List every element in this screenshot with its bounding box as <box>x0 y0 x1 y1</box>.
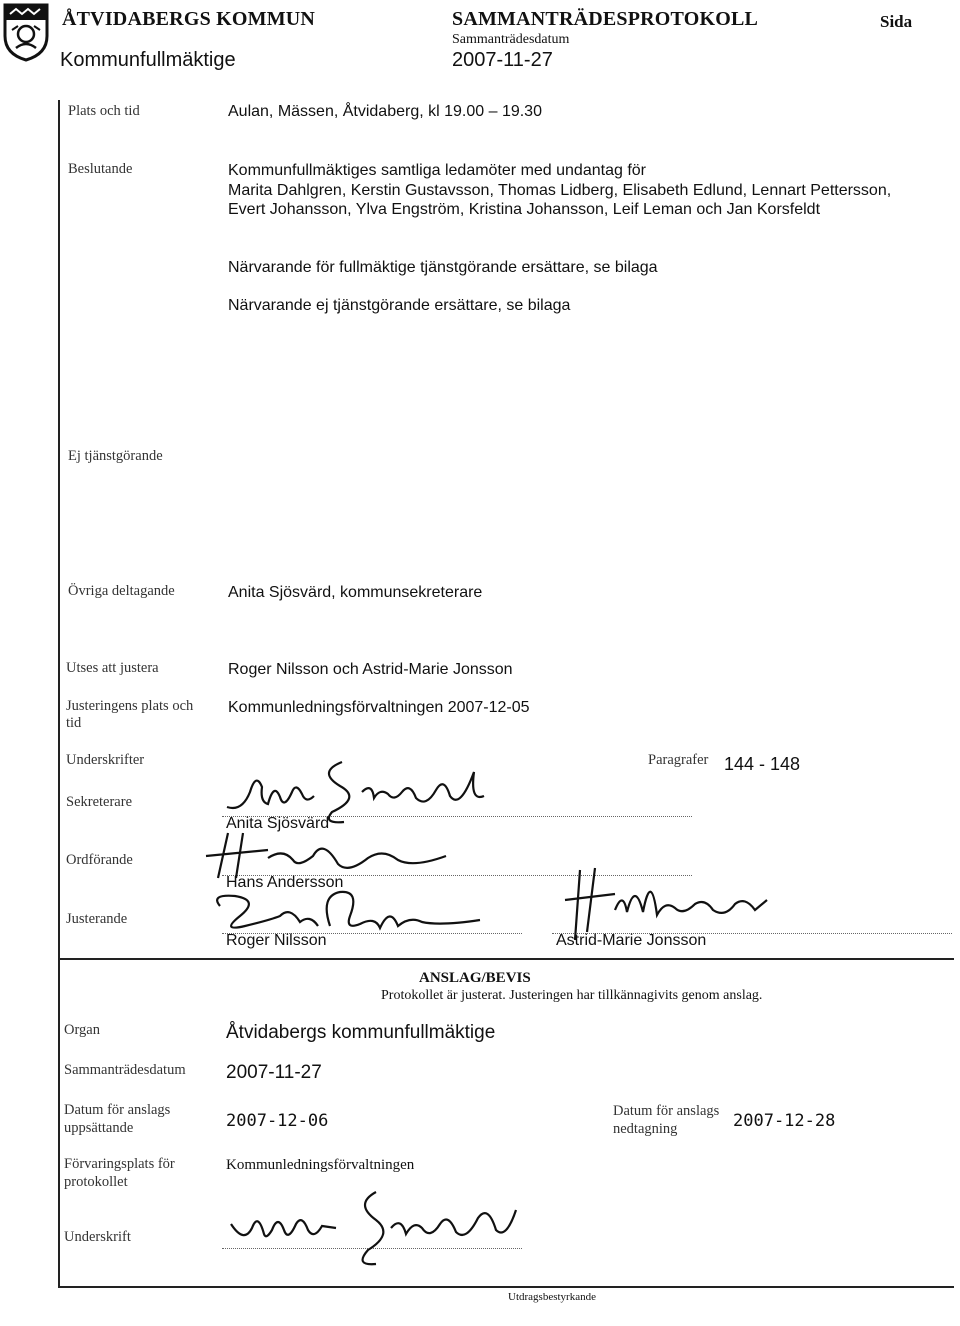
page-label: Sida <box>880 12 913 31</box>
removed-date-value: 2007-12-28 <box>733 1111 836 1131</box>
posted-date-label-2: uppsättande <box>64 1120 134 1136</box>
posted-date-value: 2007-12-06 <box>226 1111 329 1131</box>
present-nonserving-substitutes: Närvarande ej tjänstgörande ersättare, se bilaga <box>228 297 571 314</box>
place-label: Plats och tid <box>68 103 140 119</box>
secretary-handwritten-signature <box>222 752 512 827</box>
form-left-border <box>58 100 60 1288</box>
deciding-line-2: Marita Dahlgren, Kerstin Gustavsson, Thomas Lidberg, Elisabeth Edlund, Lennart Pettersson, <box>228 182 892 199</box>
present-serving-substitutes: Närvarande för fullmäktige tjänstgörande ersättare, se bilaga <box>228 259 658 276</box>
meeting-date-notice-label: Sammanträdesdatum <box>64 1062 186 1078</box>
meeting-date: 2007-11-27 <box>452 49 553 71</box>
signature-label: Underskrift <box>64 1229 131 1245</box>
deciding-line-3: Evert Johansson, Ylva Engström, Kristina Johansson, Leif Leman och Jan Korsfeldt <box>228 201 821 218</box>
extract-certification-label: Utdragsbestyrkande <box>508 1291 596 1303</box>
notice-separator <box>58 958 954 960</box>
others-label: Övriga deltagande <box>68 583 175 599</box>
adjusters-label: Utses att justera <box>66 660 159 676</box>
footer-separator <box>58 1286 954 1288</box>
notice-handwritten-signature <box>226 1184 526 1274</box>
municipality-name: ÅTVIDABERGS KOMMUN <box>62 8 316 30</box>
organ-label: Organ <box>64 1022 100 1038</box>
removed-date-label-1: Datum för anslags <box>613 1103 720 1119</box>
removed-date-label-2: nedtagning <box>613 1121 678 1137</box>
adjust-place-value: Kommunledningsförvaltningen 2007-12-05 <box>228 699 530 716</box>
adjuster2-name: Astrid-Marie Jonsson <box>556 932 707 949</box>
notice-title: ANSLAG/BEVIS <box>419 970 531 986</box>
chair-handwritten-signature <box>198 828 458 883</box>
secretary-label: Sekreterare <box>66 794 133 810</box>
meeting-date-notice-value: 2007-11-27 <box>226 1062 322 1083</box>
not-serving-label: Ej tjänstgörande <box>68 448 163 464</box>
chair-label: Ordförande <box>66 852 133 868</box>
document-type: SAMMANTRÄDESPROTOKOLL <box>452 8 759 30</box>
adjust-place-label-1: Justeringens plats och <box>66 698 194 714</box>
deciding-line-1: Kommunfullmäktiges samtliga ledamöter med undantag för <box>228 162 646 179</box>
storage-label-2: protokollet <box>64 1174 128 1190</box>
place-value: Aulan, Mässen, Åtvidaberg, kl 19.00 – 19.30 <box>228 103 542 120</box>
notice-subtitle: Protokollet är justerat. Justeringen har tillkännagivits genom anslag. <box>381 988 763 1003</box>
others-value: Anita Sjösvärd, kommunsekreterare <box>228 584 483 601</box>
storage-value: Kommunledningsförvaltningen <box>226 1157 415 1173</box>
organ-value: Åtvidabergs kommunfullmäktige <box>226 1022 496 1043</box>
chair-name: Hans Andersson <box>226 874 344 891</box>
storage-label-1: Förvaringsplats för <box>64 1156 175 1172</box>
adjust-place-label-2: tid <box>66 715 82 731</box>
adjuster2-handwritten-signature <box>535 860 775 945</box>
signatures-label: Underskrifter <box>66 752 145 768</box>
paragraphs-label: Paragrafer <box>648 752 709 768</box>
adjusters-value: Roger Nilsson och Astrid-Marie Jonsson <box>228 661 513 678</box>
meeting-date-label: Sammanträdesdatum <box>452 32 570 47</box>
adjuster1-handwritten-signature <box>200 886 485 942</box>
posted-date-label-1: Datum för anslags <box>64 1102 171 1118</box>
deciding-label: Beslutande <box>68 161 133 177</box>
body-name: Kommunfullmäktige <box>60 49 236 71</box>
paragraphs-value: 144 - 148 <box>724 754 801 774</box>
adjuster1-name: Roger Nilsson <box>226 932 327 949</box>
adjuster-label: Justerande <box>66 911 128 927</box>
secretary-name: Anita Sjösvärd <box>226 815 330 832</box>
municipal-coat-of-arms-icon <box>2 2 50 62</box>
